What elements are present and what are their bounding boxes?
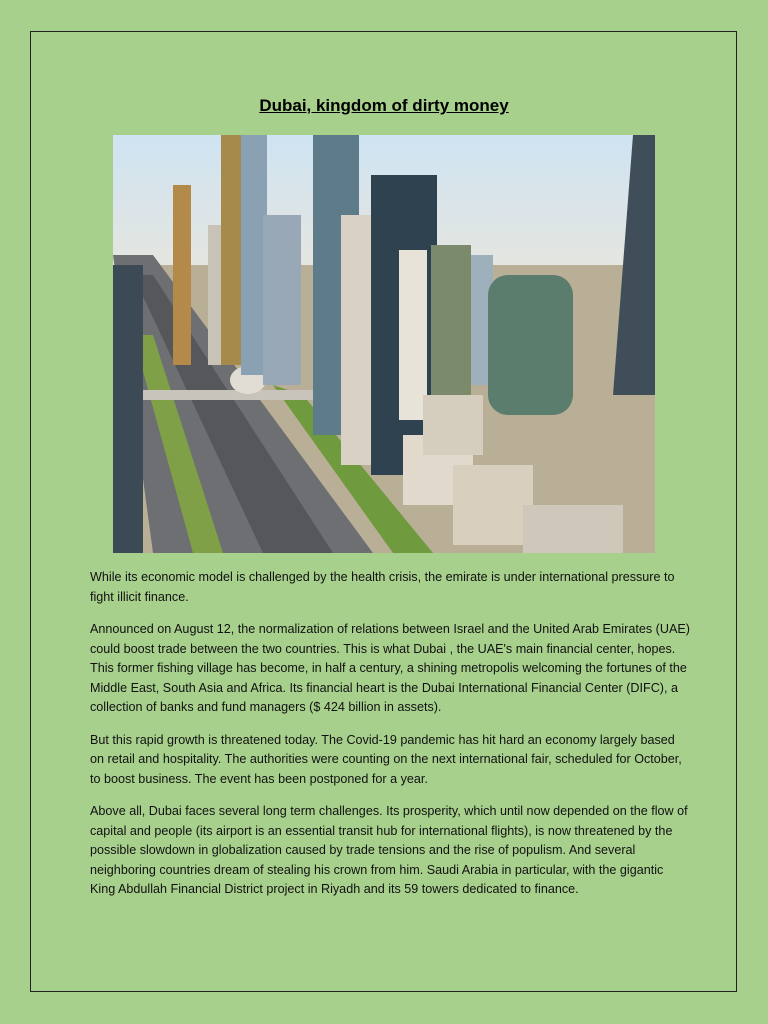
dubai-skyline-photo <box>113 135 655 553</box>
paragraph: But this rapid growth is threatened today. The Covid-19 pandemic has hit hard an economy largely based on retail and hospitality. The authorities were counting on the next international fair, scheduled for October, to boost business. The event has been postponed for a year. <box>90 732 682 786</box>
paragraph: While its economic model is challenged by the health crisis, the emirate is under international pressure to fight illicit finance. <box>90 570 675 604</box>
paragraph: Announced on August 12, the normalization of relations between Israel and the United Arab Emirates (UAE) could boost trade between the two countries. This is what Dubai , the UAE's main financial center, hopes. This former fishing village has become, in half a century, a shining metropolis welcoming the fortunes of the Middle East, South Asia and Africa. Its financial heart is the Dubai International Financial Center (DIFC), a collection of banks and fund managers ($ 424 billion in assets). <box>90 622 690 714</box>
article-body <box>90 568 690 913</box>
paragraph: Above all, Dubai faces several long term challenges. Its prosperity, which until now depended on the flow of capital and people (its airport is an essential transit hub for international flights), is now threatened by the possible slowdown in globalization caused by trade tensions and the rise of populism. And several neighboring countries dream of stealing his crown from him. Saudi Arabia in particular, with the gigantic King Abdullah Financial District project in Riyadh and its 59 towers dedicated to finance. <box>90 804 688 896</box>
document-title: Dubai, kingdom of dirty money <box>259 96 509 115</box>
